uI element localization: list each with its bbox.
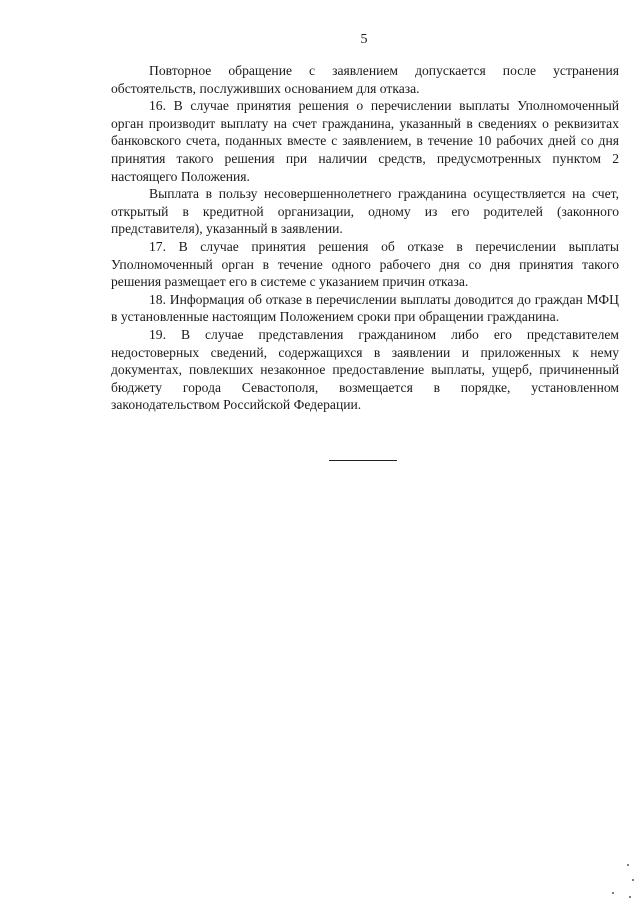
paragraph-minor-payment: Выплата в пользу несовершеннолетнего гражданина осуществляется на счет, открытый в кредитной организации, одному из его родителей (законного представителя), указанный в заявлении. <box>111 186 619 237</box>
scan-speck <box>627 864 629 866</box>
document-body <box>111 62 619 414</box>
scan-speck <box>632 879 634 881</box>
scan-speck <box>629 896 631 898</box>
scan-speck <box>612 892 614 894</box>
end-divider-line <box>329 460 397 461</box>
paragraph-16: 16. В случае принятия решения о перечислении выплаты Уполномоченный орган производит выплату на счет гражданина, указанный в сведениях о реквизитах банковского счета, поданных вместе с заявлением, в течение 10 рабочих дней со дня принятия такого решения при наличии средств, предусмотренных пунктом 2 настоящего Положения. <box>111 98 619 184</box>
paragraph-18: 18. Информация об отказе в перечислении выплаты доводится до граждан МФЦ в установленные настоящим Положением сроки при обращении гражданина. <box>111 291 619 325</box>
paragraph-19: 19. В случае представления гражданином либо его представителем недостоверных сведений, содержащихся в заявлении и приложенных к нему документах, повлекших незаконное предоставление выплаты, ущерб, причиненный бюджету города Севастополя, возмещается в порядке, установленном законодательством Российской Федерации. <box>111 326 619 413</box>
paragraph-17: 17. В случае принятия решения об отказе в перечислении выплаты Уполномоченный орган в течение одного рабочего дня со дня принятия такого решения размещает его в системе с указанием причин отказа. <box>111 238 619 290</box>
paragraph-repeat-application: Повторное обращение с заявлением допускается после устранения обстоятельств, послуживших основанием для отказа. <box>111 63 619 96</box>
page-number: 5 <box>360 32 368 47</box>
